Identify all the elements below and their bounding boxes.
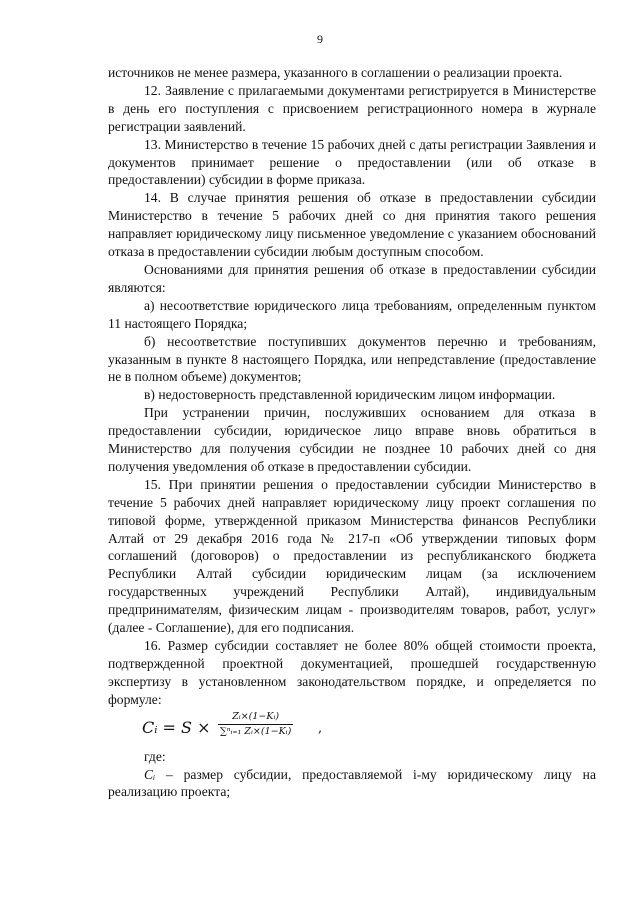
- paragraph-16: 16. Размер субсидии составляет не более 80% общей стоимости проекта, подтвержденной проектной документацией, прошедшей государственную экспертизу в установленном законодательством порядке, и определяется по формуле:: [108, 638, 596, 707]
- formula-lhs: Cᵢ = S ×: [142, 717, 211, 737]
- fraction-bar: [218, 724, 293, 725]
- formula-comma: ,: [318, 720, 323, 736]
- paragraph-14-remedy: При устранении причин, послуживших основанием для отказа в предоставлении субсидии, юридическое лицо вправе вновь обратиться в Министерство для получения субсидии не позднее 10 рабочих дней со дня получения уведомления об отказе в предоставлении субсидии.: [108, 405, 596, 474]
- page-number: 9: [317, 32, 323, 46]
- paragraph-15: 15. При принятии решения о предоставлении субсидии Министерство в течение 5 рабочих дней направляет юридическому лицу проект соглашения по типовой форме, утвержденной приказом Министерства финансов Республики Алтай от 29 декабря 2016 года № 217-п «Об утверждении типовых форм соглашений (договоров) о предоставлении из республиканского бюджета Республики Алтай субсидии юридическим лицам (за исключением государственных учреждений Республики Алтай), индивидуальным предпринимателям, физическим лицам - производителям товаров, работ, услуг» (далее - Соглашение), для его подписания.: [108, 476, 596, 636]
- paragraph-continuation: источников не менее размера, указанного в соглашении о реализации проекта.: [108, 65, 563, 80]
- paragraph-12: 12. Заявление с прилагаемыми документами регистрируется в Министерстве в день его поступления с присвоением регистрационного номера в журнале регистрации заявлений.: [108, 82, 596, 134]
- formula-numerator: Zᵢ×(1−Kᵢ): [232, 710, 280, 722]
- document-body: [108, 64, 596, 801]
- paragraph-14-item-a: а) несоответствие юридического лица требованиям, определенным пунктом 11 настоящего Порядка;: [108, 297, 596, 331]
- paragraph-13: 13. Министерство в течение 15 рабочих дней с даты регистрации Заявления и документов принимает решение о предоставлении (или об отказе в предоставлении) субсидии в форме приказа.: [108, 136, 596, 188]
- paragraph-14-grounds: Основаниями для принятия решения об отказе в предоставлении субсидии являются:: [108, 261, 596, 295]
- paragraph-14: 14. В случае принятия решения об отказе в предоставлении субсидии Министерство в течение 5 рабочих дней со дня принятия такого решения направляет юридическому лицу письменное уведомление с указанием обоснований отказа в предоставлении субсидии любым доступным способом.: [108, 190, 596, 260]
- ci-symbol: Cᵢ: [144, 766, 156, 782]
- formula-denominator: ∑ⁿᵢ₌₁ Zᵢ×(1−Kᵢ): [220, 725, 292, 737]
- paragraph-14-item-v: в) недостоверность представленной юридическим лицом информации.: [144, 387, 556, 403]
- paragraph-14-item-b: б) несоответствие поступивших документов перечню и требованиям, указанным в пункте 8 настоящего Порядка, или непредставление (предоставление не в полном объеме) документов;: [108, 333, 596, 385]
- subsidy-formula: [142, 711, 596, 745]
- paragraph-where: где:: [144, 748, 166, 764]
- formula-fraction: [218, 711, 293, 738]
- paragraph-ci-definition: [108, 766, 596, 802]
- ci-definition-text: – размер субсидии, предоставляемой i-му юридическому лицу на реализацию проекта;: [108, 766, 596, 800]
